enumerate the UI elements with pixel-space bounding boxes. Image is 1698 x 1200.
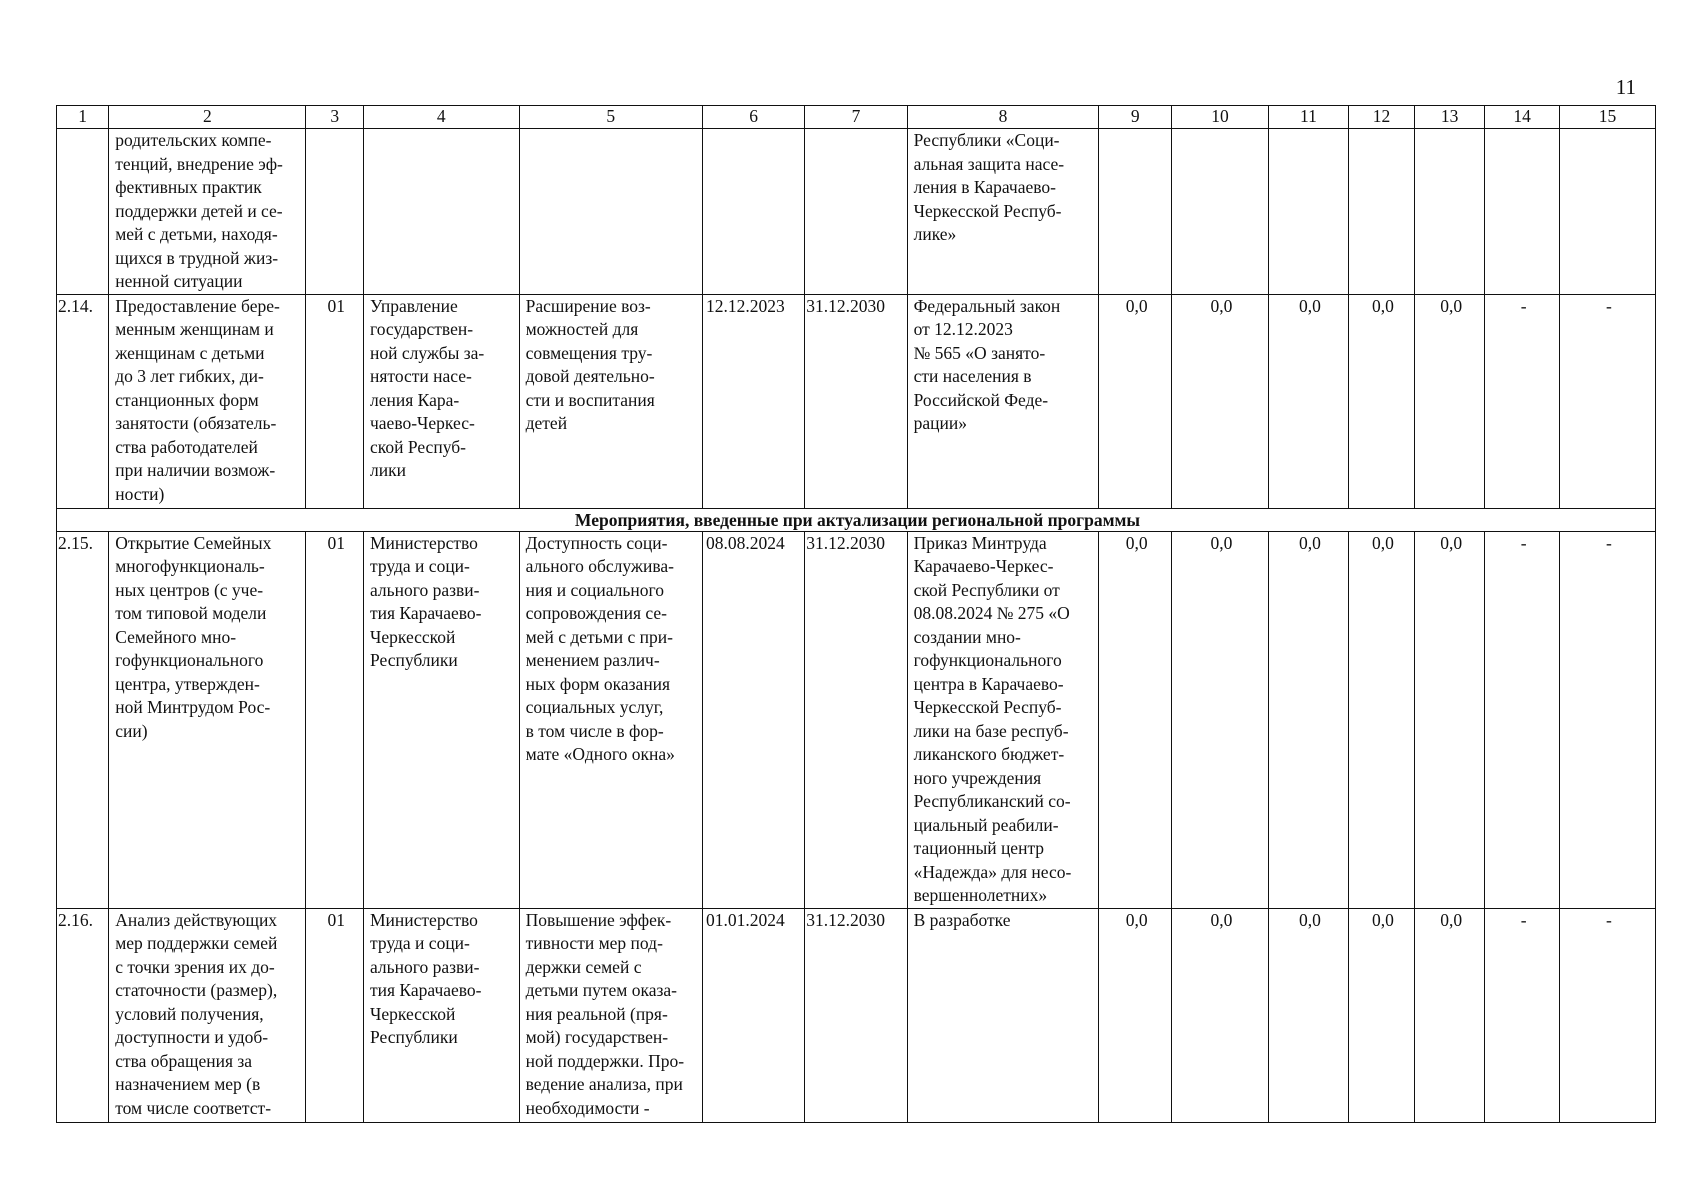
column-header: 4 [363, 106, 519, 129]
section-title: Мероприятия, введенные при актуализации региональной программы [57, 508, 1656, 531]
column-header: 8 [907, 106, 1099, 129]
column-header: 2 [109, 106, 306, 129]
result-cell: Расширение воз- можностей для совмещения тру- довой деятельно- сти и воспитания детей [519, 294, 702, 508]
row-number: 2.16. [57, 908, 109, 1122]
row-number: 2.14. [57, 294, 109, 508]
section-row [57, 508, 1656, 531]
column-header: 9 [1099, 106, 1171, 129]
event-cell: родительских компе- тенций, внедрение эф- фективных практик поддержки детей и се- мей с детьми, находя- щихся в трудной жиз- ненной ситуации [109, 129, 306, 295]
table-row [57, 531, 1656, 908]
table-row [57, 294, 1656, 508]
value-cell: - [1485, 531, 1560, 908]
column-header: 11 [1268, 106, 1348, 129]
value-cell: 0,0 [1099, 531, 1171, 908]
column-header: 6 [702, 106, 804, 129]
end-date-cell: 31.12.2030 [805, 294, 907, 508]
value-cell: 0,0 [1171, 908, 1268, 1122]
column-header: 12 [1348, 106, 1414, 129]
result-cell: Доступность соци- ального обслужива- ния и социального сопровождения се- мей с детьми с при- менением различ- ных форм оказания социальных услуг, в том числе в фор- мате «Одного окна» [519, 531, 702, 908]
value-cell: - [1559, 531, 1655, 908]
value-cell: - [1485, 908, 1560, 1122]
table-row [57, 908, 1656, 1122]
value-cell: 0,0 [1268, 531, 1348, 908]
page-number: 11 [1615, 75, 1636, 99]
value-cell: 0,0 [1348, 294, 1414, 508]
event-cell: Анализ действующих мер поддержки семей с точки зрения их до- статочности (размер), условий получения, доступности и удоб- ства обращения за назначением мер (в том числе соответст- [109, 908, 306, 1122]
value-cell: - [1559, 908, 1655, 1122]
basis-cell: Приказ Минтруда Карачаево-Черкес- ской Республики от 08.08.2024 № 275 «О создании мно- гофункционального центра в Карачаево- Черкесской Респуб- лики на базе респуб- ликанского бюджет- ного учреждения Республиканский со- циальный реабили- тационный центр «Надежда» для несо- вершеннолетних» [907, 531, 1099, 908]
value-cell: 0,0 [1099, 908, 1171, 1122]
value-cell: 0,0 [1414, 531, 1484, 908]
executor-cell: Министерство труда и соци- ального разви- тия Карачаево- Черкесской Республики [363, 908, 519, 1122]
value-cell: 0,0 [1099, 294, 1171, 508]
start-date-cell: 12.12.2023 [702, 294, 804, 508]
column-number-row [57, 106, 1656, 129]
code-cell: 01 [306, 531, 364, 908]
value-cell: 0,0 [1171, 531, 1268, 908]
executor-cell: Министерство труда и соци- ального разви- тия Карачаево- Черкесской Республики [363, 531, 519, 908]
executor-cell: Управление государствен- ной службы за- нятости насе- ления Кара- чаево-Черкес- ской Респуб- лики [363, 294, 519, 508]
column-header: 7 [805, 106, 907, 129]
program-table [56, 105, 1656, 1123]
end-date-cell: 31.12.2030 [805, 908, 907, 1122]
column-header: 3 [306, 106, 364, 129]
column-header: 13 [1414, 106, 1484, 129]
code-cell: 01 [306, 908, 364, 1122]
row-number: 2.15. [57, 531, 109, 908]
basis-cell: В разработке [907, 908, 1099, 1122]
value-cell: 0,0 [1348, 908, 1414, 1122]
column-header: 10 [1171, 106, 1268, 129]
basis-cell: Федеральный закон от 12.12.2023 № 565 «О занято- сти населения в Российской Феде- рации» [907, 294, 1099, 508]
basis-cell: Республики «Соци- альная защита насе- ления в Карачаево- Черкесской Респуб- лике» [907, 129, 1099, 295]
value-cell: - [1559, 294, 1655, 508]
value-cell: 0,0 [1268, 908, 1348, 1122]
end-date-cell: 31.12.2030 [805, 531, 907, 908]
result-cell: Повышение эффек- тивности мер под- держки семей с детьми путем оказа- ния реальной (пря- мой) государствен- ной поддержки. Про- ведение анализа, при необходимости - [519, 908, 702, 1122]
value-cell: - [1485, 294, 1560, 508]
continuation-row [57, 129, 1656, 295]
value-cell: 0,0 [1348, 531, 1414, 908]
value-cell: 0,0 [1414, 294, 1484, 508]
value-cell: 0,0 [1268, 294, 1348, 508]
column-header: 5 [519, 106, 702, 129]
event-cell: Предоставление бере- менным женщинам и женщинам с детьми до 3 лет гибких, ди- станционных форм занятости (обязатель- ства работодателей при наличии возмож- ности) [109, 294, 306, 508]
start-date-cell: 08.08.2024 [702, 531, 804, 908]
column-header: 15 [1559, 106, 1655, 129]
value-cell: 0,0 [1414, 908, 1484, 1122]
start-date-cell: 01.01.2024 [702, 908, 804, 1122]
column-header: 14 [1485, 106, 1560, 129]
event-cell: Открытие Семейных многофункциональ- ных центров (с уче- том типовой модели Семейного мно- гофункционального центра, утвержден- ной Минтрудом Рос- сии) [109, 531, 306, 908]
value-cell: 0,0 [1171, 294, 1268, 508]
column-header: 1 [57, 106, 109, 129]
code-cell: 01 [306, 294, 364, 508]
